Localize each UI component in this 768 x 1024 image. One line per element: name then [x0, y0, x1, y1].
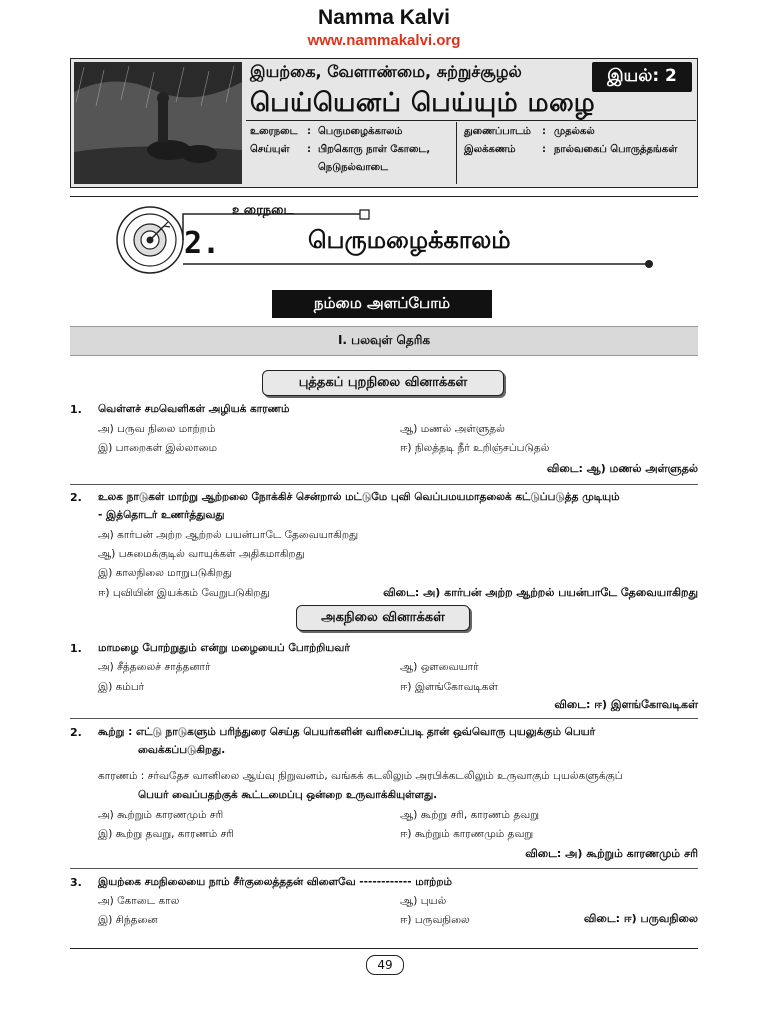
- meta-label: உரைநடை: [250, 126, 298, 137]
- option: இ) காலநிலை மாறுபடுகிறது: [98, 567, 233, 579]
- question-number: 2.: [70, 726, 82, 739]
- reason-text: காரணம் : சர்வதேச வானிலை ஆய்வு நிறுவனம், வங்கக் கடலிலும் அரபிக்கடலிலும் உருவாகும் புயல்களுக்குப்: [98, 770, 623, 782]
- option: அ) கார்பன் அற்ற ஆற்றல் பயன்பாடே தேவையாகிறது: [98, 529, 359, 541]
- option: அ) கூற்றும் காரணமும் சரி: [98, 809, 224, 821]
- meta-colon: :: [542, 126, 546, 137]
- meta-label: துணைப்பாடம்: [464, 126, 531, 137]
- question-text: உலக நாடுகள் மாற்று ஆற்றலை நோக்கிச் சென்றால் மட்டுமே புவி வெப்பமயமாதலைக் கட்டுப்படுத்த முடியும்: [98, 491, 620, 503]
- meta-colon: :: [542, 144, 546, 155]
- option: ஈ) இளங்கோவடிகள்: [400, 681, 498, 693]
- section-title: I. பலவுள் தெரிக: [70, 326, 698, 356]
- option: ஆ) கூற்று சரி, காரணம் தவறு: [400, 809, 539, 821]
- unit-type: உரைநடை: [232, 203, 294, 218]
- lesson-title: பெய்யெனப் பெய்யும் மழை: [250, 88, 596, 118]
- option: இ) கூற்று தவறு, காரணம் சரி: [98, 828, 234, 840]
- book-questions-header: புத்தகப் புறநிலை வினாக்கள்: [262, 370, 504, 396]
- answer: விடை: அ) கூற்றும் காரணமும் சரி: [525, 847, 698, 860]
- answer: விடை: ஈ) பருவநிலை: [583, 912, 698, 925]
- site-name: Namma Kalvi: [318, 6, 450, 29]
- answer: விடை: ஈ) இளங்கோவடிகள்: [554, 698, 698, 711]
- option: அ) பருவ நிலை மாற்றம்: [98, 423, 216, 435]
- option: அ) சீத்தலைச் சாத்தனார்: [98, 661, 211, 673]
- option: இ) பாறைகள் இல்லாமை: [98, 442, 218, 454]
- divider: [70, 484, 698, 485]
- meta-label: செய்யுள்: [250, 144, 290, 155]
- reason-text-cont: பெயர் வைப்பதற்குக் கூட்டமைப்பு ஒன்றை உருவாக்கியுள்ளது.: [138, 789, 438, 801]
- question-text-cont: வைக்கப்படுகிறது.: [138, 744, 226, 756]
- rain-illustration: [74, 62, 242, 184]
- option: ஆ) பசுமைக்குடில் வாயுக்கள் அதிகமாகிறது: [98, 548, 305, 560]
- footer-rule: [70, 948, 698, 949]
- option: ஈ) கூற்றும் காரணமும் தவறு: [400, 828, 534, 840]
- page-number: 49: [366, 955, 404, 975]
- option: அ) கோடை கால: [98, 895, 180, 907]
- theme-text: இயற்கை, வேளாண்மை, சுற்றுச்சூழல்: [250, 62, 522, 81]
- question-text: இயற்கை சமநிலையை நாம் சீர்குலைத்ததன் விளைவே ------------ மாற்றம்: [98, 876, 452, 888]
- divider: [70, 718, 698, 719]
- question-number: 3.: [70, 876, 82, 889]
- option: ஈ) நிலத்தடி நீர் உறிஞ்சப்படுதல்: [400, 442, 550, 454]
- unit-title: பெருமழைக்காலம்: [308, 226, 511, 254]
- question-text: வெள்ளச் சமவெளிகள் அழியக் காரணம்: [98, 403, 290, 415]
- meta-value: முதல்கல்: [554, 126, 595, 137]
- iyal-badge: இயல்: 2: [592, 62, 692, 92]
- option: ஆ) புயல்: [400, 895, 447, 907]
- option: இ) கம்பர்: [98, 681, 145, 693]
- meta-value: நெடுநல்வாடை: [318, 162, 389, 173]
- option: ஆ) ஔவையார்: [400, 661, 479, 673]
- divider: [246, 120, 696, 121]
- option: ஆ) மணல் அள்ளுதல்: [400, 423, 505, 435]
- site-url[interactable]: www.nammakalvi.org: [307, 32, 461, 49]
- question-text: மாமழை போற்றுதும் என்று மழையைப் போற்றியவர்: [98, 642, 350, 654]
- inner-questions-header: அகநிலை வினாக்கள்: [296, 605, 470, 631]
- option: ஈ) புவியின் இயக்கம் வேறுபடுகிறது: [98, 587, 270, 599]
- divider: [456, 122, 457, 184]
- divider: [70, 868, 698, 869]
- answer: விடை: ஆ) மணல் அள்ளுதல்: [546, 462, 698, 475]
- answer: விடை: அ) கார்பன் அற்ற ஆற்றல் பயன்பாடே தேவையாகிறது: [383, 586, 698, 599]
- meta-colon: :: [307, 144, 311, 155]
- question-number: 2.: [70, 491, 82, 504]
- meta-value: பிறகொரு நாள் கோடை,: [318, 144, 431, 155]
- question-text: கூற்று : எட்டு நாடுகளும் பரிந்துரை செய்த பெயர்களின் வரிசைப்படி தான் ஒவ்வொரு புயலுக்கும் பெயர்: [98, 726, 596, 738]
- meta-label: இலக்கணம்: [464, 144, 516, 155]
- meta-colon: :: [307, 126, 311, 137]
- assessment-banner: நம்மை அளப்போம்: [272, 290, 492, 318]
- question-number: 1.: [70, 403, 82, 416]
- option: இ) சிந்தனை: [98, 914, 158, 926]
- meta-value: பெருமழைக்காலம்: [318, 126, 403, 137]
- question-text-cont: - இத்தொடர் உணர்த்துவது: [98, 509, 225, 521]
- meta-value: நால்வகைப் பொருத்தங்கள்: [554, 144, 678, 155]
- question-number: 1.: [70, 642, 82, 655]
- option: ஈ) பருவநிலை: [400, 914, 470, 926]
- divider: [70, 196, 698, 197]
- unit-number: 2.: [184, 226, 221, 261]
